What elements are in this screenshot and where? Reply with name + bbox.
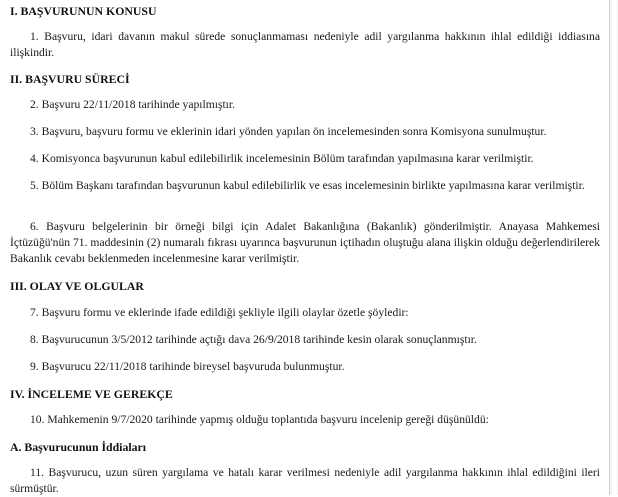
paragraph-3: 3. Başvuru, başvuru formu ve eklerinin idari yönden yapılan ön incelemesinden sonra Komisyona sunulmuştur. [30, 125, 547, 138]
section-heading-inceleme-ve-gerekce: IV. İNCELEME VE GEREKÇE [10, 387, 173, 401]
paragraph-9: 9. Başvurucu 22/11/2018 tarihinde bireysel başvuruda bulunmuştur. [30, 360, 345, 373]
paragraph-11: 11. Başvurucu, uzun süren yargılama ve hatalı karar verilmesi nedeniyle adil yargılanma hakkının ihlal edildiğini ileri sürmüştür. [10, 466, 600, 495]
vertical-scrollbar[interactable] [609, 0, 618, 495]
paragraph-1: 1. Başvuru, idari davanın makul sürede sonuçlanmaması nedeniyle adil yargılanma hakkının ihlal edildiği iddiasına ilişkindir. [10, 30, 600, 59]
paragraph-6: 6. Başvuru belgelerinin bir örneği bilgi için Adalet Bakanlığına (Bakanlık) gönderilmiştir. Anayasa Mahkemesi İçtüzüğü'nün 71. maddesinin (2) numaralı fıkrası uyarınca başvurunun içtihadın oluştuğu alana ilişkin olduğu değerlendirilerek Bakanlık cevabı beklenmeden incelenmesine karar verilmiştir. [10, 220, 600, 265]
paragraph-8: 8. Başvurucunun 3/5/2012 tarihinde açtığı dava 26/9/2018 tarihinde kesin olarak sonuçlanmıştır. [30, 333, 477, 346]
section-heading-olay-ve-olgular: III. OLAY VE OLGULAR [10, 279, 144, 293]
paragraph-10: 10. Mahkemenin 9/7/2020 tarihinde yapmış olduğu toplantıda başvuru incelenip gereği düşünüldü: [30, 413, 489, 426]
scrollbar-thumb[interactable] [612, 0, 617, 495]
subsection-heading-basvurucunun-iddialari: A. Başvurucunun İddiaları [10, 440, 147, 454]
paragraph-5: 5. Bölüm Başkanı tarafından başvurunun kabul edilebilirlik ve esas incelemesinin birlikte yapılmasına karar verilmiştir. [30, 179, 585, 192]
paragraph-4: 4. Komisyonca başvurunun kabul edilebilirlik incelemesinin Bölüm tarafından yapılmasına karar verilmiştir. [30, 152, 534, 165]
section-heading-konusu: I. BAŞVURUNUN KONUSU [10, 4, 157, 18]
section-heading-basvuru-sureci: II. BAŞVURU SÜRECİ [10, 72, 130, 86]
paragraph-2: 2. Başvuru 22/11/2018 tarihinde yapılmıştır. [30, 98, 236, 111]
paragraph-7: 7. Başvuru formu ve eklerinde ifade edildiği şekliyle ilgili olaylar özetle şöyledir: [30, 306, 409, 319]
